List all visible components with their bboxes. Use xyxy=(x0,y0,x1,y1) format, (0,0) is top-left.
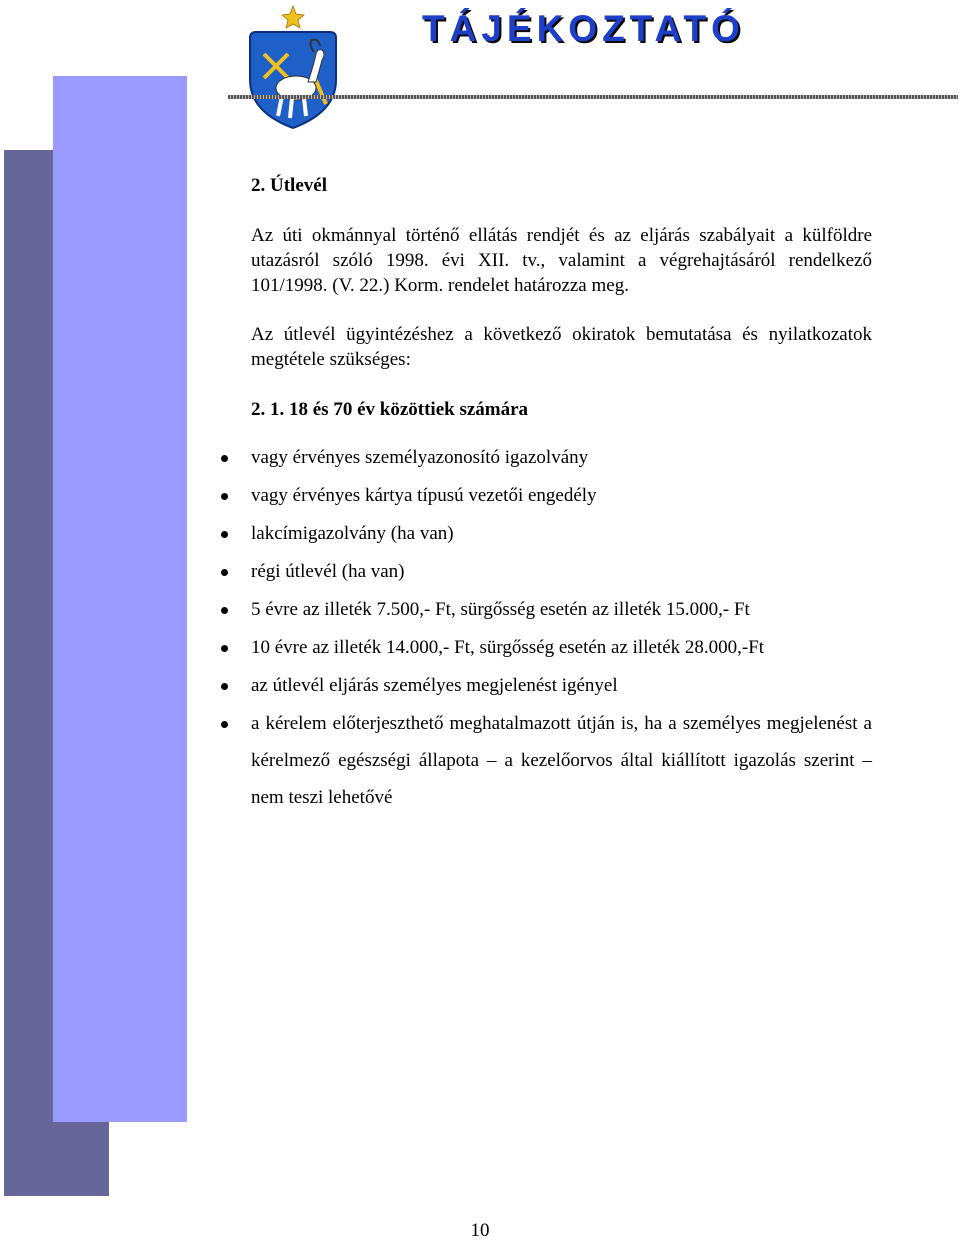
header-title: TÁJÉKOZTATÓ xyxy=(422,8,745,49)
list-item xyxy=(251,629,872,667)
bullet-icon xyxy=(221,455,228,462)
intro-paragraph: Az úti okmánnyal történő ellátás rendjét és az eljárás szabályait a külföldre utazásról szóló 1998. évi XII. tv., valamint a végrehajtásáról rendelkező 101/1998. (V. 22.) Korm. rendelet határozza meg. xyxy=(251,225,872,296)
list-item xyxy=(251,667,872,705)
list-item xyxy=(251,477,872,515)
list-item xyxy=(251,553,872,591)
list-item-text: régi útlevél (ha van) xyxy=(251,561,405,582)
requirements-intro: Az útlevél ügyintézéshez a következő okiratok bemutatása és nyilatkozatok megtétele szükséges: xyxy=(251,324,872,370)
bullet-icon xyxy=(221,607,228,614)
bullet-icon xyxy=(221,569,228,576)
list-item-text: lakcímigazolvány (ha van) xyxy=(251,523,454,544)
list-item-text: 5 évre az illeték 7.500,- Ft, sürgősség esetén az illeték 15.000,- Ft xyxy=(251,599,750,620)
sidebar-light-bar xyxy=(53,76,187,1122)
list-item-text: 10 évre az illeték 14.000,- Ft, sürgősség esetén az illeték 28.000,-Ft xyxy=(251,637,765,658)
list-item xyxy=(251,515,872,553)
list-item-text: az útlevél eljárás személyes megjelenést igényel xyxy=(251,675,618,696)
bullet-icon xyxy=(221,721,228,728)
list-item-text: vagy érvényes kártya típusú vezetői engedély xyxy=(251,485,597,506)
subsection-heading: 2. 1. 18 és 70 év közöttiek számára xyxy=(251,399,529,420)
coat-of-arms-icon xyxy=(244,4,342,132)
bullet-icon xyxy=(221,683,228,690)
list-item-text: a kérelem előterjeszthető meghatalmazott útján is, ha a személyes megjelenést a kérelmező egészségi állapota – a kezelőorvos által kiállított igazolás szerint – nem teszi lehetővé xyxy=(251,713,872,808)
list-item xyxy=(251,439,872,477)
header-divider xyxy=(228,95,958,99)
list-item xyxy=(251,591,872,629)
section-heading: 2. Útlevél xyxy=(251,175,327,196)
list-item xyxy=(251,705,872,816)
page-number: 10 xyxy=(470,1220,490,1241)
bullet-icon xyxy=(221,531,228,538)
bullet-icon xyxy=(221,493,228,500)
requirements-list xyxy=(251,439,872,816)
list-item-text: vagy érvényes személyazonosító igazolvány xyxy=(251,447,589,468)
document-body xyxy=(251,170,872,816)
bullet-icon xyxy=(221,645,228,652)
